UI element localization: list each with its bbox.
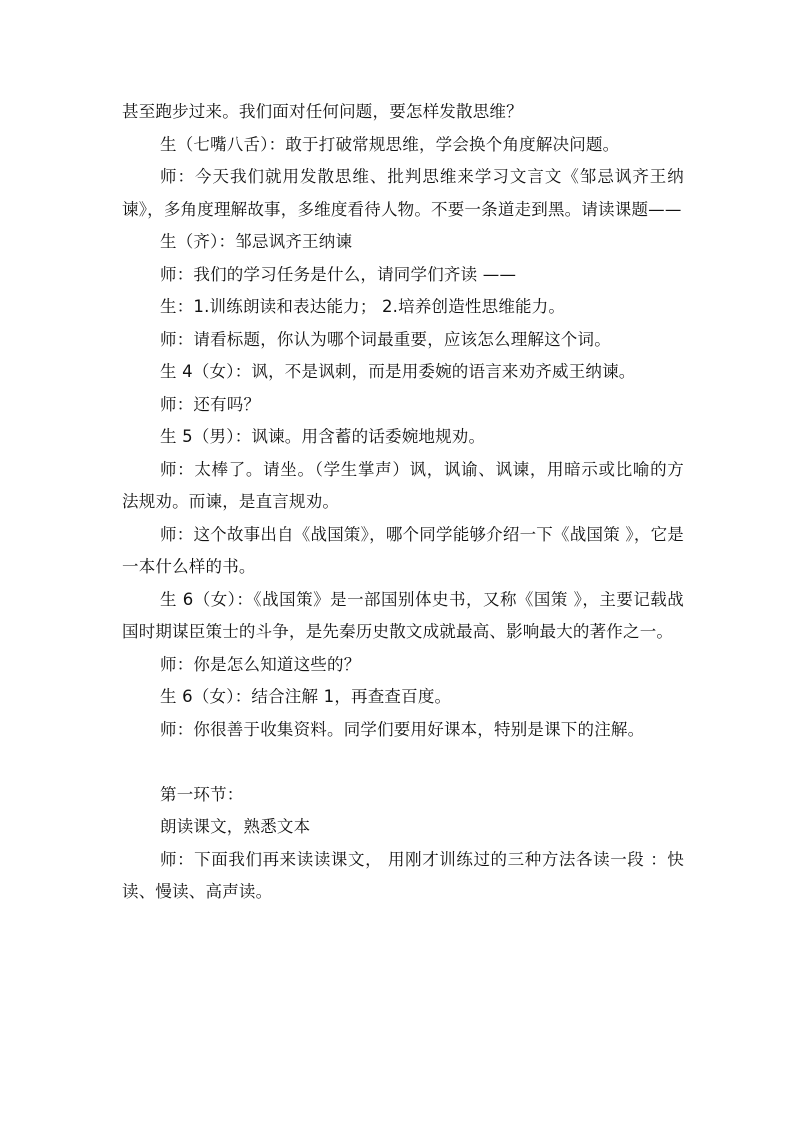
- paragraph-teacher-explanation: 师：太棒了。请坐。（学生掌声）讽，讽谕、讽谏，用暗示或比喻的方法规劝。而谏，是直言规劝。: [122, 459, 684, 511]
- paragraph-student-answer: 生（七嘴八舌）：敢于打破常规思维，学会换个角度解决问题。: [160, 134, 620, 154]
- paragraph-learning-task: 师：我们的学习任务是什么，请同学们齐读 ——: [160, 264, 517, 284]
- section-heading: 第一环节：: [160, 784, 244, 804]
- paragraph-task-list: 生：1.训练朗读和表达能力； 2.培养创造性思维能力。: [160, 297, 566, 316]
- paragraph-student-6-source: 生 6（女）：结合注解 1，再查查百度。: [160, 687, 452, 706]
- section-subheading: 朗读课文，熟悉文本: [160, 817, 311, 836]
- paragraph-how-known: 师：你是怎么知道这些的？: [160, 654, 361, 674]
- paragraph-intro: 甚至跑步过来。我们面对任何问题，要怎样发散思维？: [122, 102, 523, 121]
- paragraph-keyword-question: 师：请看标题，你认为哪个词最重要，应该怎么理解这个词。: [160, 329, 611, 349]
- paragraph-source-question: 师：这个故事出自《战国策》，哪个同学能够介绍一下《战国策 》，它是一本什么样的书。: [122, 524, 684, 576]
- paragraph-student-6-answer: 生 6（女）：《战国策》是一部国别体史书，又称《国策 》，主要记载战国时期谋臣策士的斗争，是先秦历史散文成就最高、影响最大的著作之一。: [122, 589, 684, 641]
- paragraph-teacher-praise: 师：你很善于收集资料。同学们要用好课本，特别是课下的注解。: [160, 719, 645, 739]
- paragraph-teacher-topic: 师：今天我们就用发散思维、批判思维来学习文言文《邹忌讽齐王纳谏》，多角度理解故事，多维度看待人物。不要一条道走到黑。请读课题——: [122, 167, 684, 219]
- paragraph-student-5-answer: 生 5（男）：讽谏。用含蓄的话委婉地规劝。: [160, 427, 486, 446]
- paragraph-student-4-answer: 生 4（女）：讽，不是讽刺，而是用委婉的语言来劝齐威王纳谏。: [160, 362, 636, 381]
- paragraph-reading-instruction: 师：下面我们再来读读课文， 用刚才训练过的三种方法各读一段 ：快读、慢读、高声读。: [122, 849, 684, 901]
- paragraph-title-reading: 生（齐）：邹忌讽齐王纳谏: [160, 232, 353, 251]
- document-body: [122, 96, 684, 909]
- section-spacer: [122, 746, 684, 779]
- paragraph-teacher-follow-up: 师：还有吗？: [160, 394, 261, 414]
